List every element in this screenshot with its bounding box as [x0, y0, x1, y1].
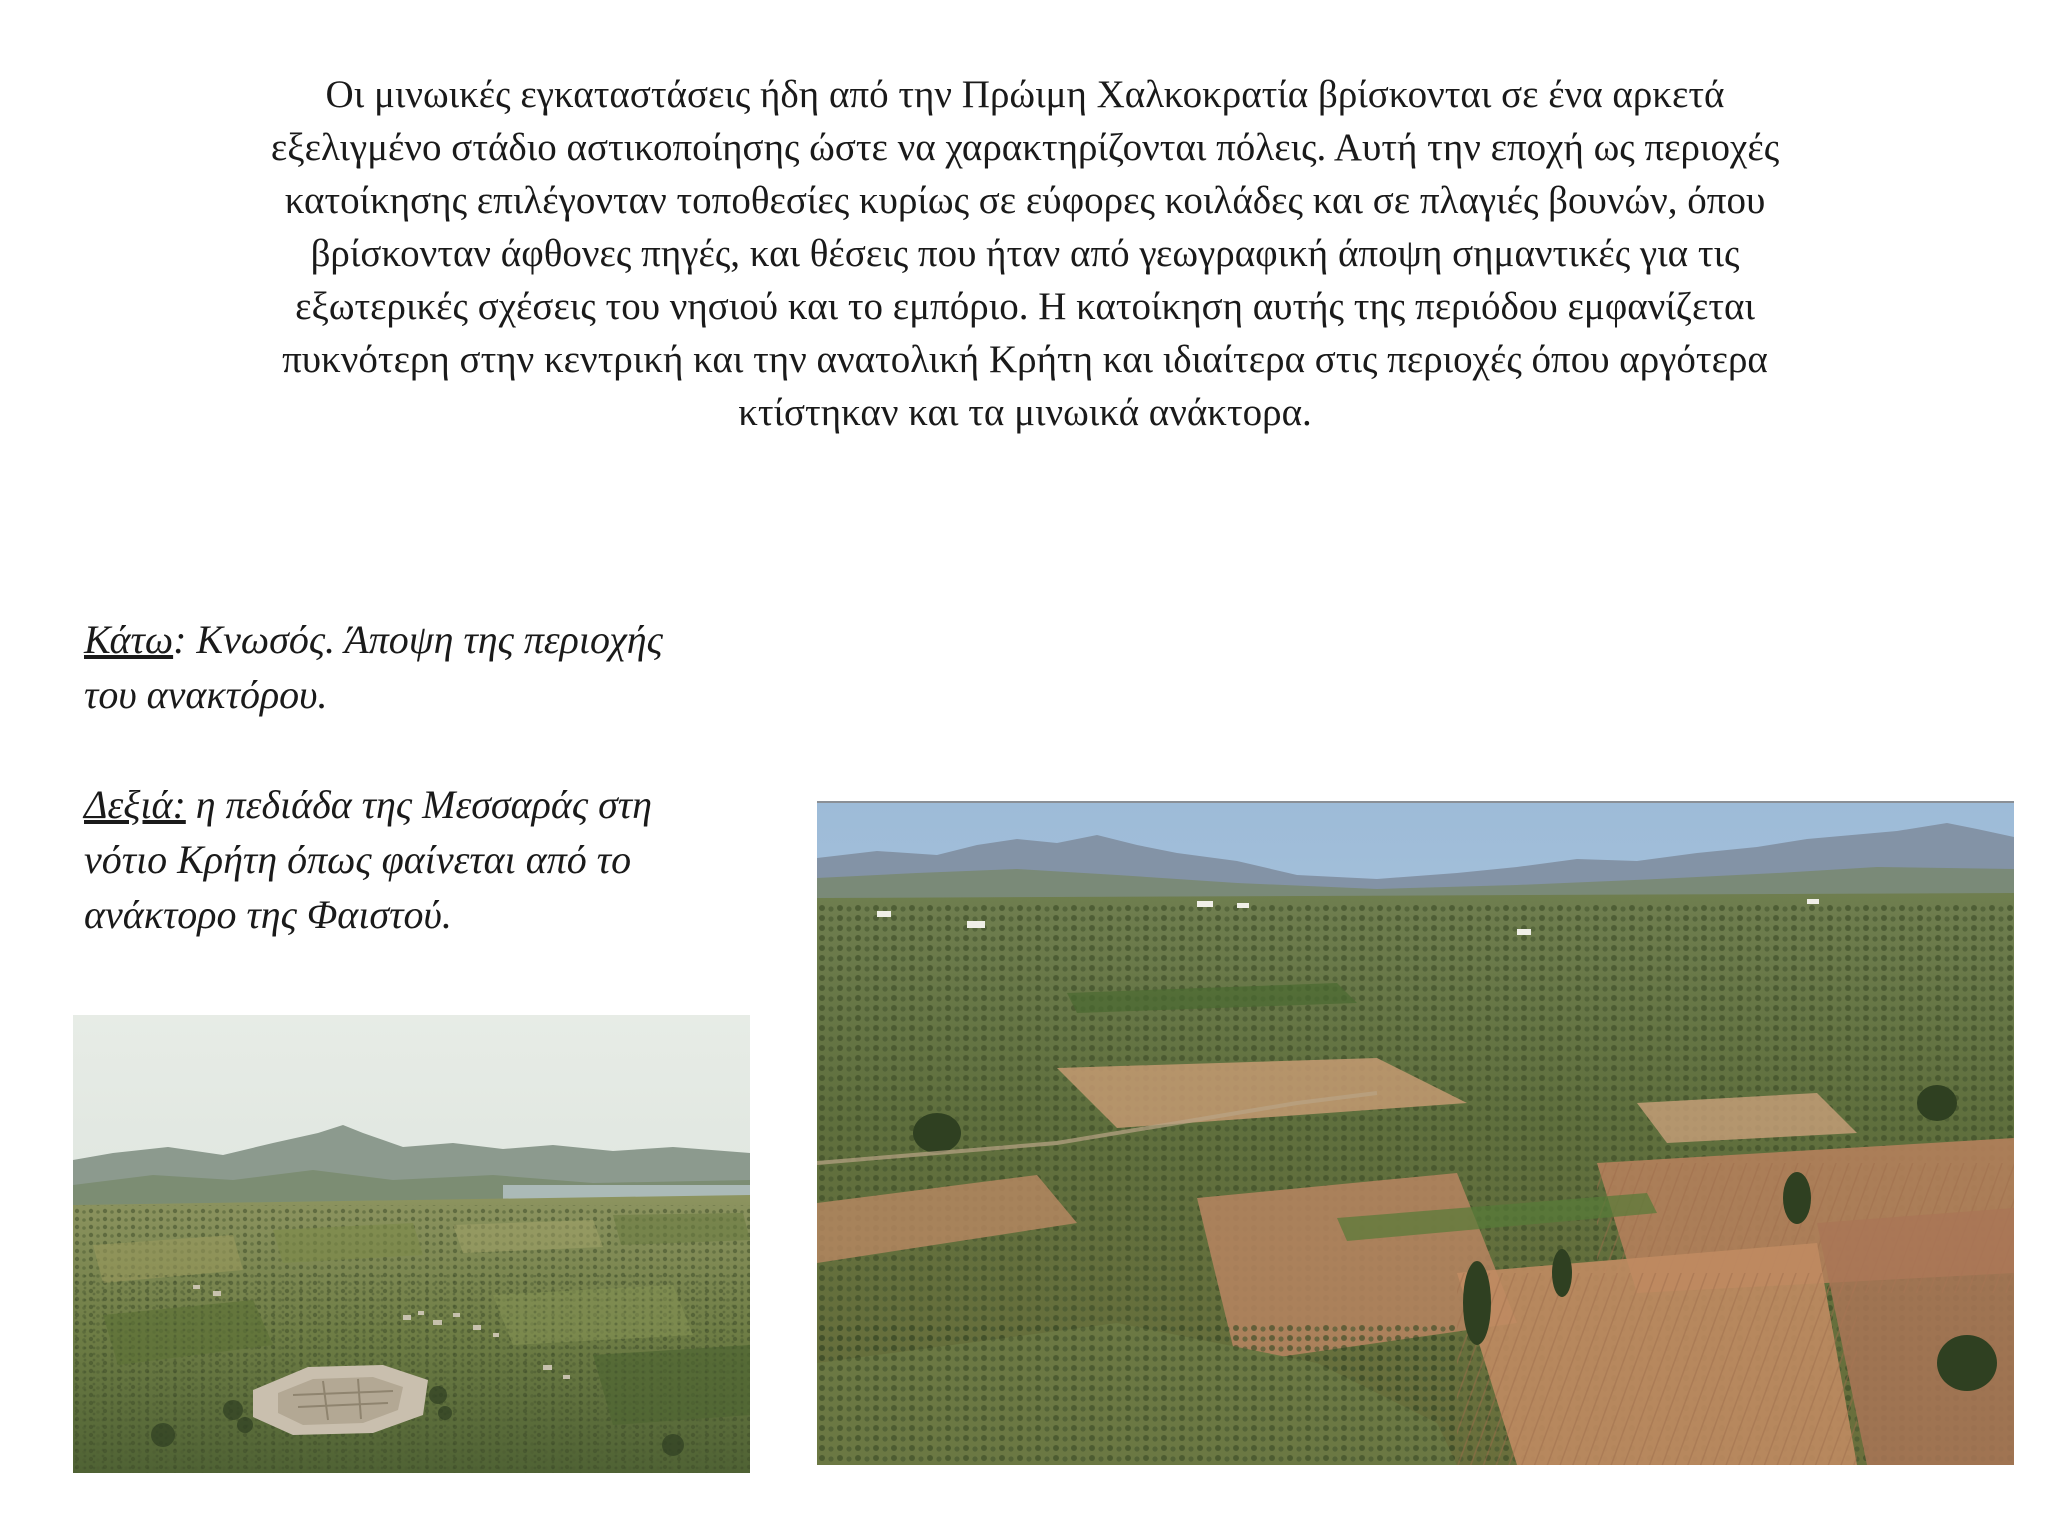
caption-messara-text-3: ανάκτορο της Φαιστού.: [84, 892, 452, 937]
caption-messara-text-2: νότιο Κρήτη όπως φαίνεται από το: [84, 837, 632, 882]
intro-paragraph: [130, 68, 1920, 439]
intro-line: κατοίκησης επιλέγονταν τοποθεσίες κυρίως σε εύφορες κοιλάδες και σε πλαγιές βουνών, όπου: [284, 179, 1766, 222]
intro-line: εξωτερικές σχέσεις του νησιού και το εμπόριο. Η κατοίκηση αυτής της περιόδου εμφανίζεται: [295, 285, 1755, 328]
image-captions: [84, 612, 784, 942]
caption-messara-text: η πεδιάδα της Μεσσαράς στη: [185, 782, 652, 827]
caption-messara: [84, 777, 784, 942]
knossos-photo: [73, 1015, 750, 1473]
caption-knossos: [84, 612, 784, 722]
intro-line: πυκνότερη στην κεντρική και την ανατολική Κρήτη και ιδιαίτερα στις περιοχές όπου αργότερα: [282, 338, 1768, 381]
intro-line: εξελιγμένο στάδιο αστικοποίησης ώστε να χαρακτηρίζονται πόλεις. Αυτή την εποχή ως περιοχές: [270, 126, 1780, 169]
caption-messara-key: Δεξιά:: [84, 782, 186, 827]
caption-knossos-key: Κάτω: [84, 617, 174, 662]
caption-knossos-text: : Κνωσός. Άποψη της περιοχής: [173, 617, 663, 662]
caption-knossos-text-2: του ανακτόρου.: [84, 672, 328, 717]
intro-line: βρίσκονταν άφθονες πηγές, και θέσεις που ήταν από γεωγραφική άποψη σημαντικές για τις: [310, 232, 1740, 275]
intro-line: κτίστηκαν και τα μινωικά ανάκτορα.: [738, 391, 1312, 434]
messara-plain-photo: [817, 801, 2014, 1465]
intro-line: Οι μινωικές εγκαταστάσεις ήδη από την Πρώιμη Χαλκοκρατία βρίσκονται σε ένα αρκετά: [325, 73, 1725, 116]
